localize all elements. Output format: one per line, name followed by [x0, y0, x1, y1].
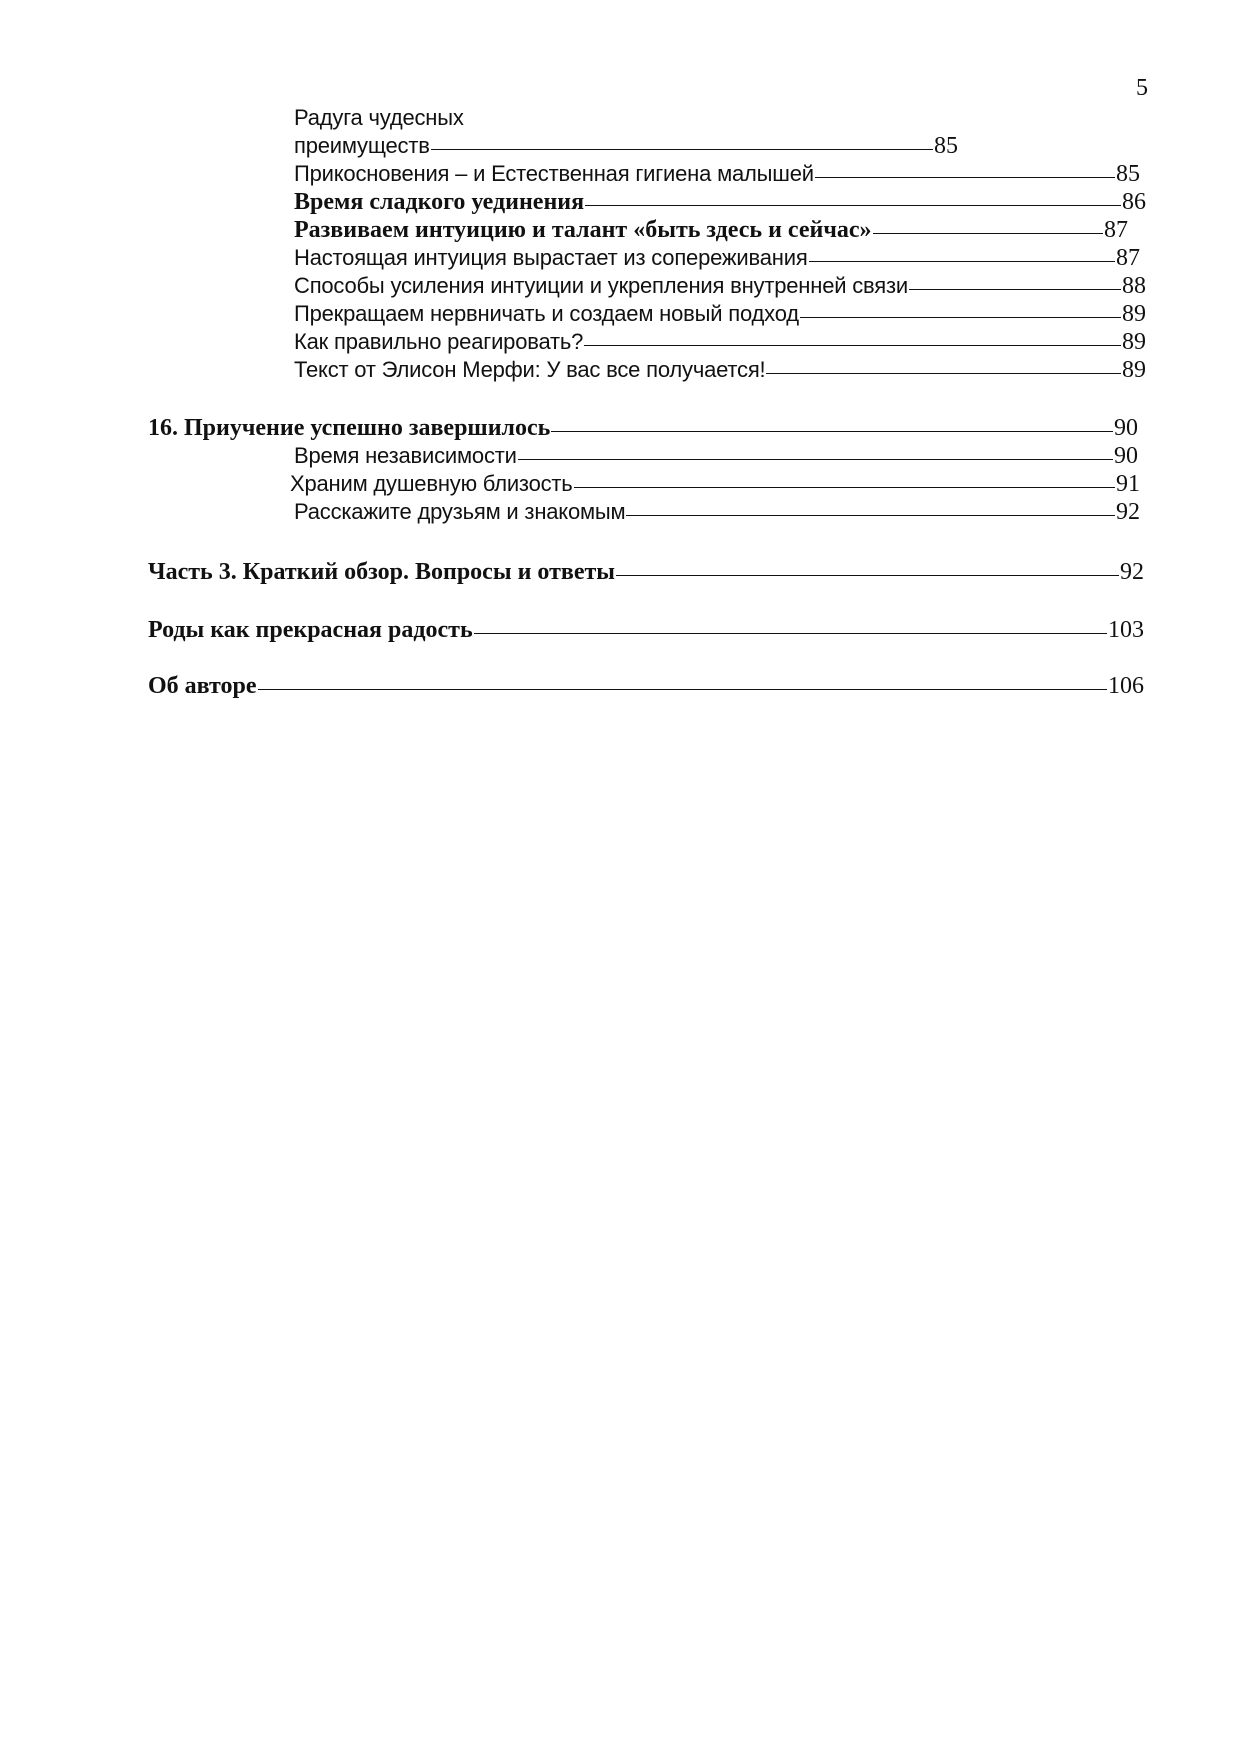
- dot-leader: [809, 261, 1115, 262]
- toc-entry[interactable]: [294, 160, 1140, 188]
- toc-entry-title: Часть 3. Краткий обзор. Вопросы и ответы: [148, 559, 616, 585]
- toc-entry-title: Прекращаем нервничать и создаем новый подход: [294, 301, 799, 326]
- toc-entry-title: 16. Приучение успешно завершилось: [148, 415, 551, 441]
- toc-entry[interactable]: [294, 244, 1140, 272]
- toc-entry-title: Время независимости: [294, 443, 517, 468]
- toc-page-number: 87: [1104, 217, 1128, 243]
- toc-entry-title: Текст от Элисон Мерфи: У вас все получается!: [294, 357, 766, 382]
- toc-entry-title: Как правильно реагировать?: [294, 329, 584, 354]
- toc-entry-title: Расскажите друзьям и знакомым: [294, 499, 626, 524]
- toc-entry[interactable]: [148, 616, 1144, 644]
- toc-page-number: 103: [1108, 617, 1144, 643]
- toc-entry-title: Роды как прекрасная радость: [148, 617, 473, 643]
- dot-leader: [909, 289, 1121, 290]
- toc-page-number: 92: [1116, 499, 1140, 525]
- toc-entry[interactable]: [294, 272, 1146, 300]
- toc-page-number: 92: [1120, 559, 1144, 585]
- dot-leader: [551, 431, 1113, 432]
- toc-page-number: 89: [1122, 357, 1146, 383]
- dot-leader: [616, 575, 1119, 576]
- toc-entry-title: Способы усиления интуиции и укрепления внутренней связи: [294, 273, 908, 298]
- toc-entry-title: Об авторе: [148, 673, 257, 699]
- dot-leader: [258, 689, 1107, 690]
- toc-entry-title: преимуществ: [294, 133, 430, 158]
- toc-page-number: 90: [1114, 443, 1138, 469]
- toc-page-number: 85: [934, 133, 958, 159]
- toc-entry[interactable]: [148, 558, 1144, 586]
- toc-entry[interactable]: [294, 328, 1146, 356]
- dot-leader: [585, 205, 1121, 206]
- dot-leader: [574, 487, 1115, 488]
- dot-leader: [474, 633, 1107, 634]
- toc-entry[interactable]: [294, 442, 1138, 470]
- toc-entry[interactable]: [290, 470, 1140, 498]
- dot-leader: [873, 233, 1103, 234]
- dot-leader: [800, 317, 1121, 318]
- toc-entry-title-line1: Радуга чудесных: [294, 105, 464, 130]
- toc-entry[interactable]: [294, 356, 1146, 384]
- toc-entry-title: Настоящая интуиция вырастает из сопереживания: [294, 245, 808, 270]
- toc-entry[interactable]: [294, 300, 1146, 328]
- toc-entry-title: Время сладкого уединения: [294, 189, 585, 215]
- toc-entry[interactable]: [148, 672, 1144, 700]
- toc-page-number: 91: [1116, 471, 1140, 497]
- toc-entry[interactable]: [148, 414, 1138, 442]
- dot-leader: [518, 459, 1113, 460]
- toc-page-number: 89: [1122, 301, 1146, 327]
- toc-page-number: 89: [1122, 329, 1146, 355]
- dot-leader: [766, 373, 1121, 374]
- toc-entry[interactable]: [294, 216, 1128, 244]
- toc-page-number: 88: [1122, 273, 1146, 299]
- toc-page-number: 86: [1122, 189, 1146, 215]
- toc-entry[interactable]: [294, 188, 1146, 216]
- dot-leader: [584, 345, 1121, 346]
- toc-entry[interactable]: [294, 498, 1140, 526]
- toc-entry[interactable]: [294, 132, 958, 160]
- toc-page-number: 87: [1116, 245, 1140, 271]
- dot-leader: [626, 515, 1115, 516]
- toc-page-number: 85: [1116, 161, 1140, 187]
- page-number: 5: [1136, 75, 1148, 101]
- dot-leader: [815, 177, 1115, 178]
- toc-entry-title: Развиваем интуицию и талант «быть здесь и сейчас»: [294, 217, 872, 243]
- toc-entry-title: Храним душевную близость: [290, 471, 573, 496]
- toc-entry-title: Прикосновения – и Естественная гигиена малышей: [294, 161, 814, 186]
- dot-leader: [431, 149, 933, 150]
- toc-page-number: 90: [1114, 415, 1138, 441]
- toc-page-number: 106: [1108, 673, 1144, 699]
